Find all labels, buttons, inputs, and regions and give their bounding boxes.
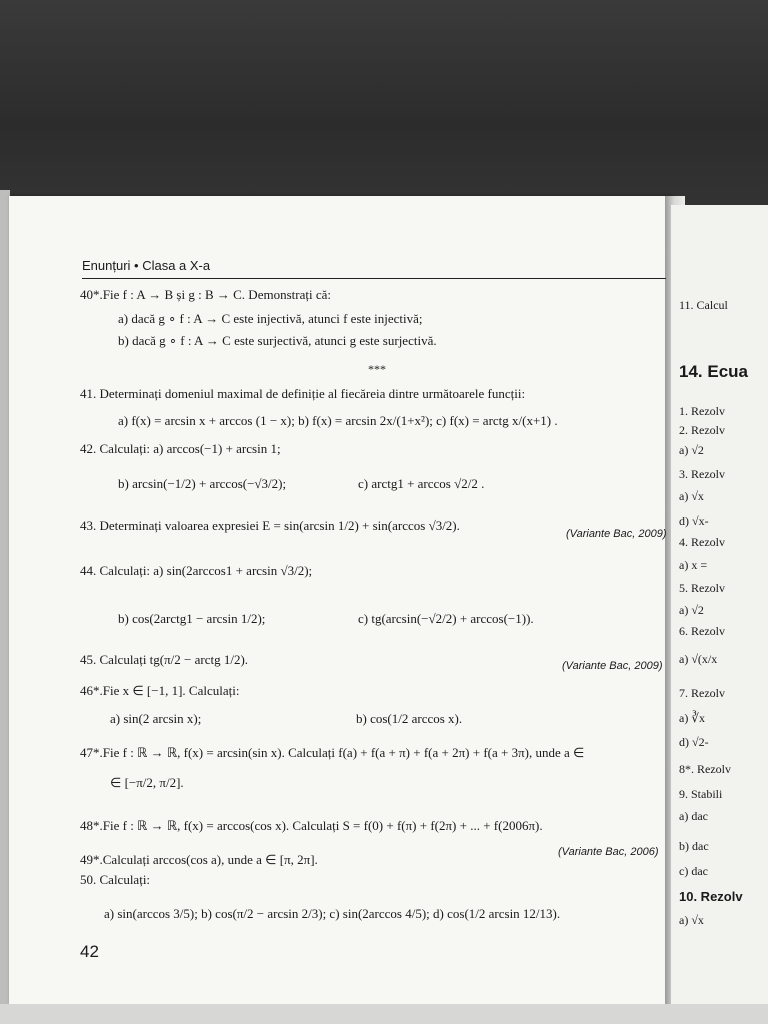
right-page: [671, 205, 768, 1005]
right-item-19: a) dac: [679, 809, 708, 823]
problem-43-source: (Variante Bac, 2009): [566, 528, 667, 540]
problem-45: 45. Calculați tg(π/2 − arctg 1/2).: [80, 652, 249, 667]
section-separator: ***: [368, 362, 386, 376]
right-item-9: a) x =: [679, 558, 708, 572]
problem-40-a: a) dacă g ∘ f : A → C este injectivă, atunci f este injectivă;: [118, 311, 423, 326]
page-number: 42: [80, 942, 99, 961]
right-item-13: a) √(x/x: [679, 652, 718, 666]
right-item-0: 11. Calcul: [679, 298, 728, 312]
problem-48: 48*.Fie f : ℝ → ℝ, f(x) = arccos(cos x). Calculați S = f(0) + f(π) + f(2π) + ... + f(2006π).: [80, 818, 543, 833]
problem-41-items: a) f(x) = arcsin x + arccos (1 − x); b) f(x) = arcsin 2x/(1+x²); c) f(x) = arctg x/(x+1) .: [118, 413, 558, 428]
right-item-15: a) ∛x: [679, 711, 705, 725]
right-item-4: a) √2: [679, 443, 704, 457]
problem-42-b: b) arcsin(−1/2) + arccos(−√3/2);: [118, 476, 287, 491]
problem-44-c: c) tg(arcsin(−√2/2) + arccos(−1)).: [358, 611, 534, 626]
problem-50-title: 50. Calculați:: [80, 872, 151, 887]
right-item-3: 2. Rezolv: [679, 423, 725, 437]
right-item-12: 6. Rezolv: [679, 624, 725, 638]
right-item-16: d) √2-: [679, 735, 709, 749]
right-item-11: a) √2: [679, 603, 704, 617]
problem-46-b: b) cos(1/2 arccos x).: [356, 711, 463, 726]
right-item-2: 1. Rezolv: [679, 404, 725, 418]
dark-background: [0, 0, 768, 205]
bottom-edge: [0, 1004, 768, 1024]
problem-43: 43. Determinați valoarea expresiei E = sin(arcsin 1/2) + sin(arccos √3/2).: [80, 518, 460, 533]
right-item-6: a) √x: [679, 489, 704, 503]
problem-47: 47*.Fie f : ℝ → ℝ, f(x) = arcsin(sin x). Calculați f(a) + f(a + π) + f(a + 2π) + f(a + 3π), unde a ∈: [80, 745, 585, 760]
problem-49: 49*.Calculați arccos(cos a), unde a ∈ [π, 2π].: [80, 852, 318, 867]
problem-42-a: 42. Calculați: a) arccos(−1) + arcsin 1;: [80, 441, 281, 456]
right-item-8: 4. Rezolv: [679, 535, 725, 549]
problem-40-b: b) dacă g ∘ f : A → C este surjectivă, atunci g este surjectivă.: [118, 333, 437, 348]
problem-46-title: 46*.Fie x ∈ [−1, 1]. Calculați:: [80, 683, 240, 698]
problem-47-cont: ∈ [−π/2, π/2].: [110, 775, 184, 790]
right-item-17: 8*. Rezolv: [679, 762, 731, 776]
problem-46-a: a) sin(2 arcsin x);: [110, 711, 202, 726]
problem-44-b: b) cos(2arctg1 − arcsin 1/2);: [118, 611, 266, 626]
right-item-20: b) dac: [679, 839, 709, 853]
problem-40-title: 40*.Fie f : A → B și g : B → C. Demonstrați că:: [80, 287, 331, 302]
right-item-18: 9. Stabili: [679, 787, 723, 801]
problem-41-title: 41. Determinați domeniul maximal de definiție al fiecăreia dintre următoarele funcții:: [80, 386, 526, 401]
right-item-14: 7. Rezolv: [679, 686, 725, 700]
problem-45-source: (Variante Bac, 2009): [562, 660, 663, 672]
page-header: Enunțuri • Clasa a X-a: [82, 258, 211, 273]
right-item-7: d) √x-: [679, 514, 709, 528]
problem-50-items: a) sin(arccos 3/5); b) cos(π/2 − arcsin 2/3); c) sin(2arccos 4/5); d) cos(1/2 arcsin 12/13).: [104, 906, 561, 921]
header-rule: [82, 278, 666, 279]
right-item-21: c) dac: [679, 864, 708, 878]
right-item-22: 10. Rezolv: [679, 889, 743, 904]
right-item-5: 3. Rezolv: [679, 467, 725, 481]
right-item-10: 5. Rezolv: [679, 581, 725, 595]
right-item-1: 14. Ecua: [679, 362, 748, 381]
problem-42-c: c) arctg1 + arccos √2/2 .: [358, 476, 485, 491]
problem-48-source: (Variante Bac, 2006): [558, 846, 659, 858]
problem-44-a: 44. Calculați: a) sin(2arccos1 + arcsin √3/2);: [80, 563, 313, 578]
right-item-23: a) √x: [679, 913, 704, 927]
